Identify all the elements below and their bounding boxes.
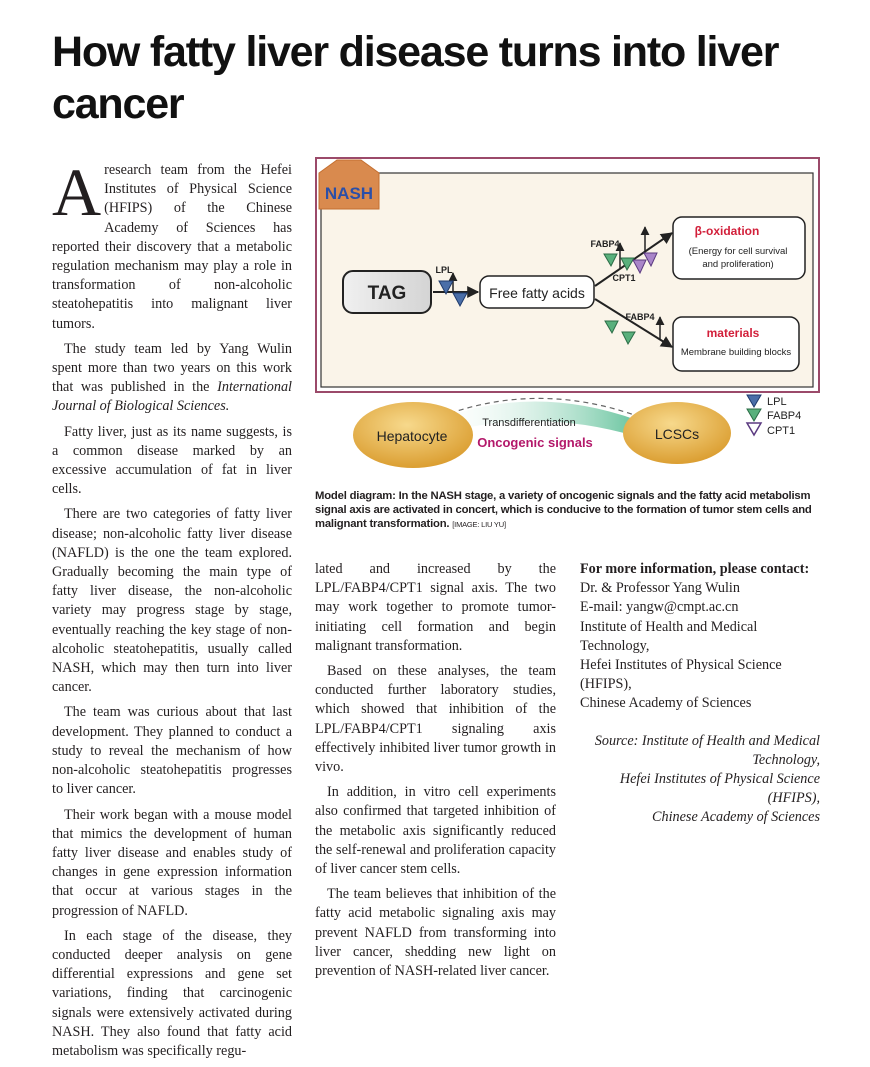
paragraph: In each stage of the disease, they conducted deeper analysis on gene differential expressions and gene set variations, finding that carcinogenic signals were extensively activated during NASH. They also found that fatty acid metabolism was specifically regu- [52,927,292,1059]
oncogenic-signals-label: Oncogenic signals [477,435,593,450]
beta-oxidation-sub1: (Energy for cell survival [688,246,788,257]
fabp4-bottom-label: FABP4 [625,312,655,322]
contact-line: Chinese Academy of Sciences [580,695,752,712]
beta-oxidation-title: β-oxidation [694,224,760,238]
legend-cpt1-label: CPT1 [767,425,796,437]
model-diagram [315,157,820,477]
contact-line: Hefei Institutes of Physical Science (HFIPS), [580,657,782,693]
materials-title: materials [706,326,760,340]
contact-block [580,560,820,714]
beta-oxidation-sub2: and proliferation) [702,259,774,270]
cpt1-label: CPT1 [612,273,636,283]
paragraph: In addition, in vitro cell experiments also confirmed that targeted inhibition of the metabolic axis significantly reduced the self-renewal and proliferation capacity of liver cancer stem cells. [315,784,556,878]
paragraph: Fatty liver, just as its name suggests, is a common disease marked by an excessive accumulation of fat in liver cells. [52,423,292,498]
headline: How fatty liver disease turns into liver cancer [52,28,779,128]
legend-cpt1-icon [747,423,761,435]
article-column-2 [315,560,556,987]
paragraph: There are two categories of fatty liver disease; non-alcoholic fatty liver disease (NAFLD) is the one the team explored. Gradually becoming the main type of fatty liver disease, the non-alcoholic variety may progress stage by stage, eventually reaching the key stage of non-alcoholic steatohepatitis, usually called NASH, which may then turn into liver cancer. [52,506,292,696]
image-credit: [IMAGE: LIU YU] [452,520,506,529]
paragraph: lated and increased by the LPL/FABP4/CPT1 signal axis. The two may work together to promote tumor-initiating cell formation and begin malignant transformation. [315,561,556,654]
paragraph: The study team led by Yang Wulin spent more than two years on this work that was published in the International Journal of Biological Sciences. [52,340,292,415]
paragraph: Their work began with a mouse model that mimics the development of human fatty liver disease and enables study of changes in gene expression information that occur at various stages in the progression of NAFLD. [52,806,292,919]
source-credit: Source: Institute of Health and Medical Technology, Hefei Institutes of Physical Science (HFIPS), Chinese Academy of Sciences [594,732,820,826]
hepatocyte-label: Hepatocyte [376,428,448,444]
transdifferentiation-label: Transdifferentiation [482,417,576,429]
paragraph: The team was curious about that last development. They planned to conduct a study to reveal the mechanism of how non-alcoholic steatohepatitis progresses to liver cancer. [52,704,292,798]
legend-fabp4-label: FABP4 [767,410,802,422]
lcscs-label: LCSCs [654,426,700,442]
contact-heading: For more information, please contact: [580,561,810,577]
contact-line: Institute of Health and Medical Technology, [580,618,758,654]
paragraph: Aresearch team from the Hefei Institutes of Physical Science (HFIPS) of the Chinese Academy of Sciences has reported their discovery that a metabolic regulation mechanism may play a role in transformation of non-alcoholic steatohepatitis into malignant liver tumors. [52,154,292,332]
article-column-3 [580,560,820,828]
paragraph: The team believes that inhibition of the fatty acid metabolic signaling axis may prevent NAFLD from transforming into liver cancer, shedding new light on prevention of NASH-related liver cancer. [315,886,556,980]
tag-label: TAG [367,283,407,304]
drop-cap: A [52,154,102,230]
legend-lpl-label: LPL [767,396,787,408]
journal-name: International Journal of Biological Sciences. [52,379,292,415]
article-column-1 [52,154,292,1067]
paragraph: Based on these analyses, the team conducted further laboratory studies, which showed that inhibition of the LPL/FABP4/CPT1 signaling axis effectively inhibited liver tumor growth in vivo. [315,663,556,776]
nash-label: NASH [324,184,374,203]
legend-lpl-icon [747,395,761,407]
contact-email[interactable]: E-mail: yangw@cmpt.ac.cn [580,599,739,616]
figure-caption: Model diagram: In the NASH stage, a variety of oncogenic signals and the fatty acid metabolism signal axis are activated in concert, which is conducive to the formation of tumor stem cells and malignant transformation. [IMAGE: LIU YU] [315,490,812,530]
free-fatty-acids-label: Free fatty acids [489,285,585,301]
contact-line: Dr. & Professor Yang Wulin [580,580,740,597]
legend-fabp4-icon [747,409,761,421]
lpl-label: LPL [435,265,453,275]
fabp4-top-label: FABP4 [590,239,620,249]
materials-sub: Membrane building blocks [680,347,792,358]
